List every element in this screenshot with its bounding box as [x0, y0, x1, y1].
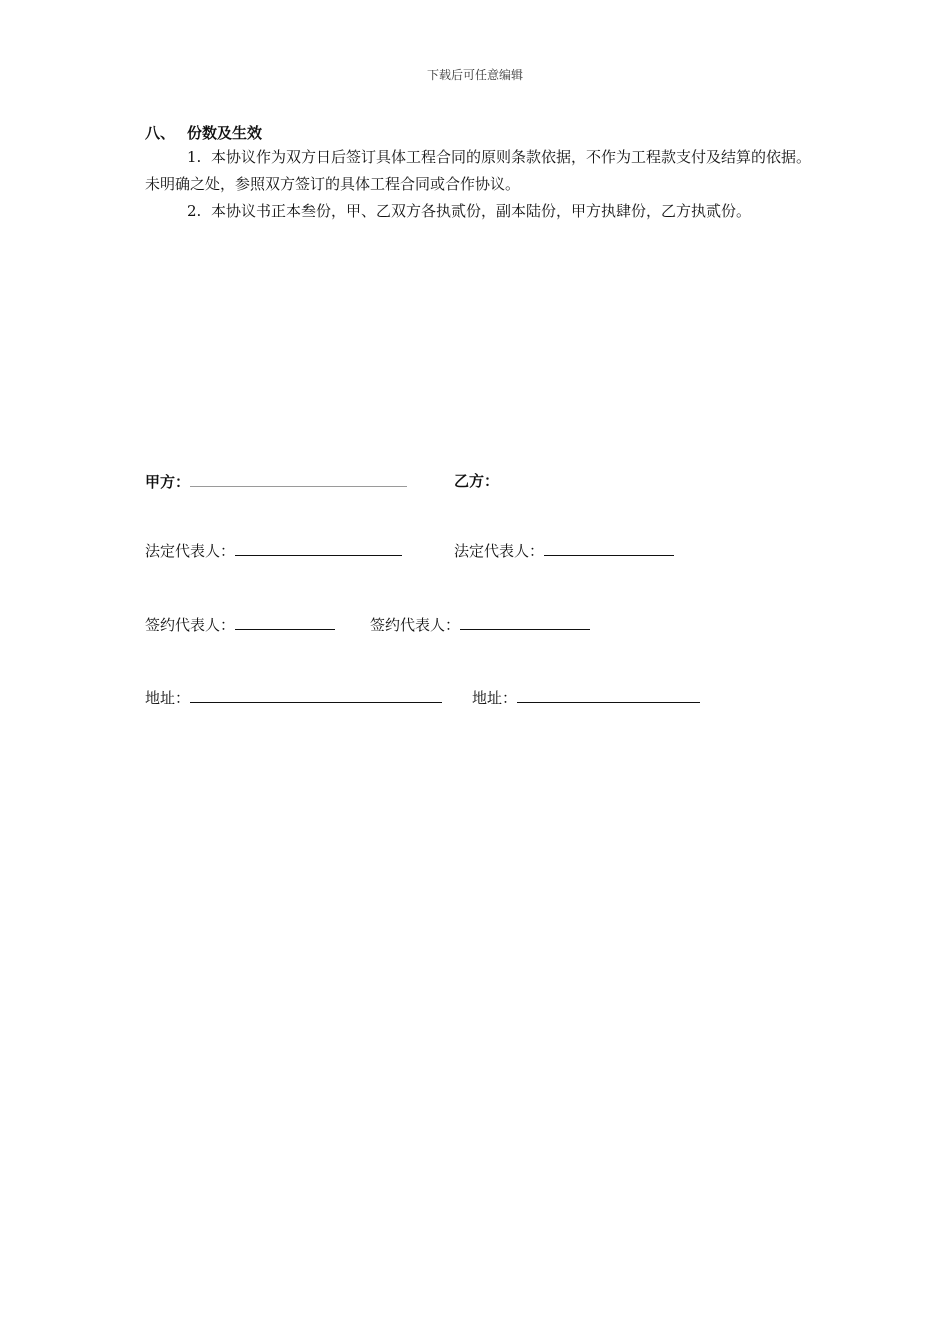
- address-b-line[interactable]: [517, 686, 700, 703]
- address-a-line[interactable]: [190, 686, 442, 703]
- legal-rep-b-row: [454, 539, 674, 561]
- legal-rep-a-line[interactable]: [235, 539, 402, 556]
- party-b-label: 乙方：: [454, 472, 500, 490]
- party-a-line[interactable]: [190, 470, 407, 487]
- clause-2: [145, 198, 813, 225]
- signing-rep-a-line[interactable]: [235, 613, 335, 630]
- clause-number: 1.: [187, 148, 202, 166]
- legal-rep-b-label: 法定代表人：: [454, 542, 545, 560]
- signing-rep-b-label: 签约代表人：: [370, 616, 461, 634]
- address-a-row: [145, 686, 442, 708]
- signing-rep-b-row: [370, 613, 590, 635]
- legal-rep-a-row: [145, 539, 402, 561]
- signing-rep-b-line[interactable]: [460, 613, 590, 630]
- party-b-row: [454, 470, 499, 491]
- party-a-label: 甲方：: [145, 473, 191, 491]
- section-title: 份数及生效: [187, 124, 263, 142]
- legal-rep-b-line[interactable]: [544, 539, 674, 556]
- header-note: 下载后可任意编辑: [426, 68, 523, 82]
- clause-number: 2.: [187, 202, 202, 220]
- clause-text: 本协议书正本叁份，甲、乙双方各执贰份，副本陆份，甲方执肆份，乙方执贰份。: [211, 202, 752, 220]
- party-a-row: [145, 470, 407, 492]
- section-heading: [145, 122, 262, 143]
- signing-rep-a-label: 签约代表人：: [145, 616, 236, 634]
- address-a-label: 地址：: [145, 689, 191, 707]
- signing-rep-a-row: [145, 613, 335, 635]
- legal-rep-a-label: 法定代表人：: [145, 542, 236, 560]
- section-number: 八、: [145, 124, 176, 142]
- clause-1: [145, 144, 813, 198]
- address-b-label: 地址：: [472, 689, 518, 707]
- clause-text: 本协议作为双方日后签订具体工程合同的原则条款依据，不作为工程款支付及结算的依据。未明确之处，参照双方签订的具体工程合同或合作协议。: [145, 148, 812, 193]
- address-b-row: [472, 686, 700, 708]
